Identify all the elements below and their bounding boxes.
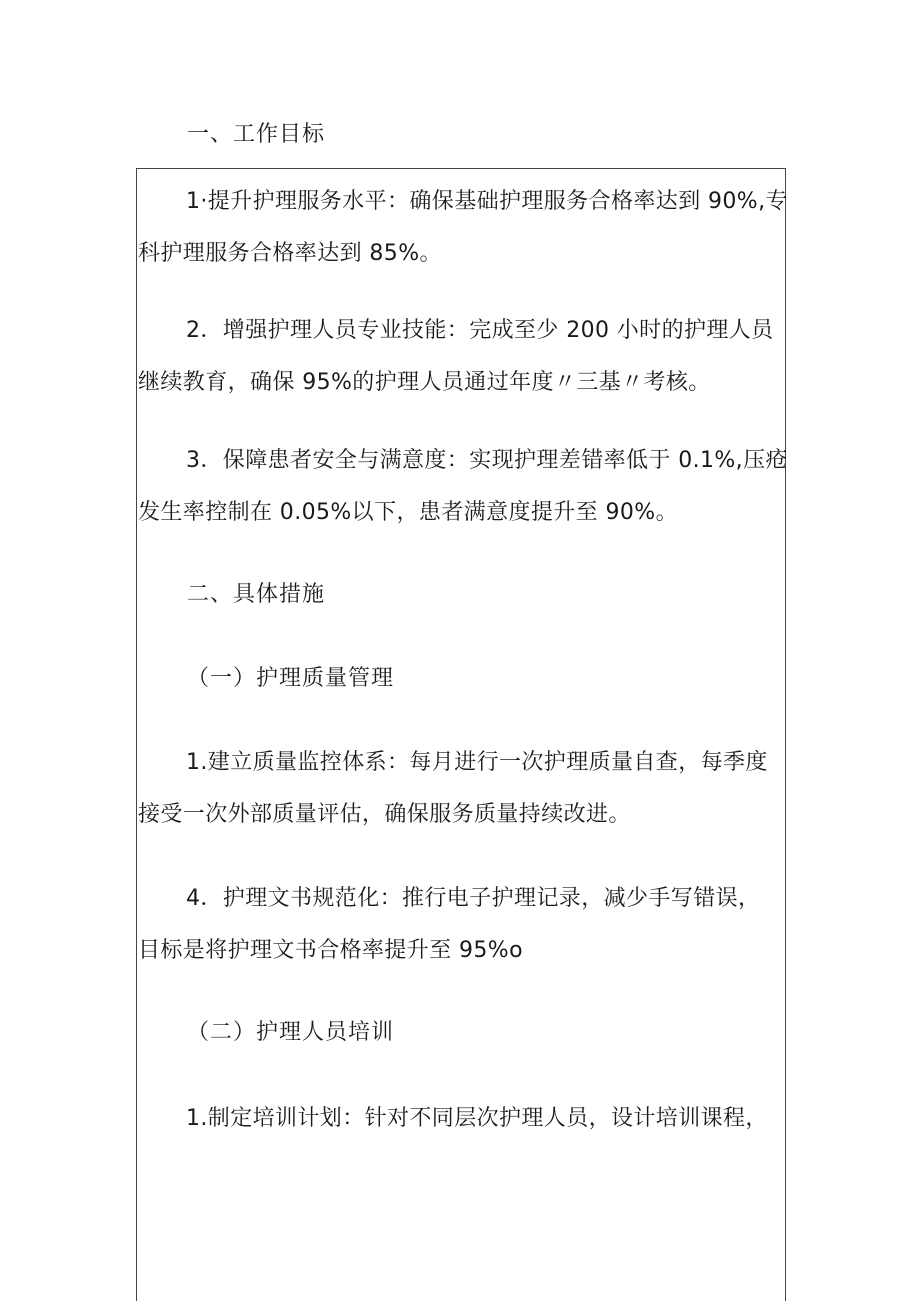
goal-2-line-1: 2．增强护理人员专业技能：完成至少 200 小时的护理人员: [186, 318, 774, 343]
quality-item-1-paragraph: [138, 737, 783, 841]
training-item-1-line-1: 1.制定培训计划：针对不同层次护理人员，设计培训课程，: [186, 1106, 768, 1131]
goal-1-line-2: 科护理服务合格率达到 85%。: [138, 241, 442, 266]
quality-item-1-line-1: 1.建立质量监控体系：每月进行一次护理质量自查，每季度: [186, 750, 768, 775]
quality-item-4-paragraph: [138, 873, 783, 977]
subheading-staff-training: （二）护理人员培训: [187, 1020, 395, 1045]
goal-1-line-1: 1·提升护理服务水平：确保基础护理服务合格率达到 90%,专: [186, 189, 788, 214]
goal-3-line-1: 3．保障患者安全与满意度：实现护理差错率低于 0.1%,压疮: [186, 448, 788, 473]
goal-2-paragraph: [138, 305, 783, 409]
quality-item-4-line-2: 目标是将护理文书合格率提升至 95%o: [138, 938, 523, 963]
section-heading-work-goals: 一、工作目标: [187, 122, 326, 147]
goal-3-paragraph: [138, 435, 788, 539]
quality-item-4-line-1: 4．护理文书规范化：推行电子护理记录，减少手写错误，: [186, 886, 761, 911]
subheading-quality-management: （一）护理质量管理: [187, 666, 395, 691]
section-heading-measures: 二、具体措施: [187, 582, 326, 607]
goal-3-line-2: 发生率控制在 0.05%以下，患者满意度提升至 90%。: [138, 500, 678, 525]
training-item-1-paragraph: [138, 1093, 783, 1145]
goal-1-paragraph: [138, 176, 788, 280]
goal-2-line-2: 继续教育，确保 95%的护理人员通过年度〃三基〃考核。: [138, 370, 711, 395]
quality-item-1-line-2: 接受一次外部质量评估，确保服务质量持续改进。: [138, 802, 631, 827]
